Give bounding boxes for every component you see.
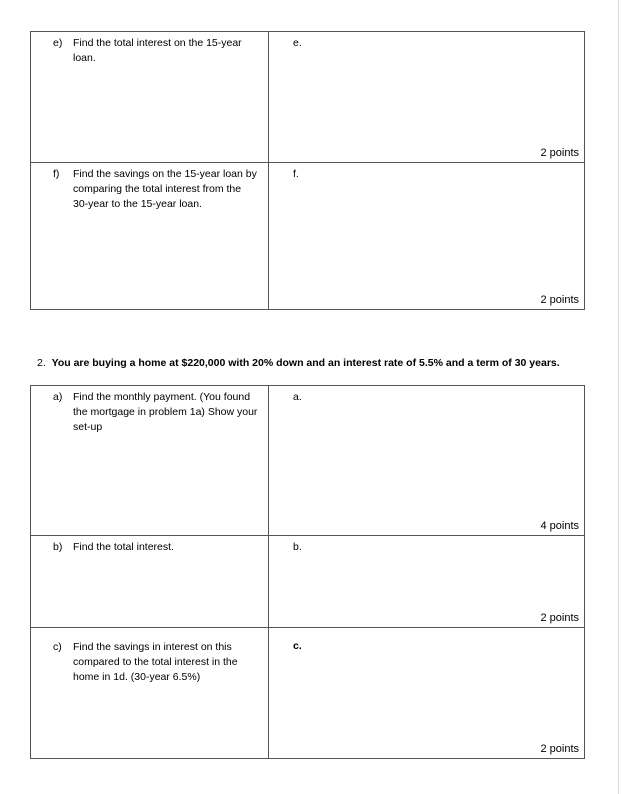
answer-cell[interactable] bbox=[269, 628, 585, 759]
problem2-table bbox=[30, 385, 585, 759]
question-letter: e) bbox=[53, 37, 63, 49]
answer-cell[interactable] bbox=[269, 386, 585, 536]
table-row bbox=[31, 536, 585, 628]
answer-label: a. bbox=[293, 391, 302, 403]
question-letter: a) bbox=[53, 391, 63, 403]
question-cell bbox=[31, 386, 269, 536]
points-label: 2 points bbox=[540, 147, 579, 159]
question-cell bbox=[31, 32, 269, 163]
question-cell bbox=[31, 536, 269, 628]
table-row bbox=[31, 386, 585, 536]
table-row bbox=[31, 32, 585, 163]
table-row bbox=[31, 628, 585, 759]
points-label: 2 points bbox=[540, 294, 579, 306]
answer-cell[interactable] bbox=[269, 32, 585, 163]
table-row bbox=[31, 163, 585, 310]
question-letter: b) bbox=[53, 541, 63, 553]
question-letter: f) bbox=[53, 168, 60, 180]
points-label: 2 points bbox=[540, 743, 579, 755]
answer-label: c. bbox=[293, 640, 302, 652]
question-text: Find the total interest. bbox=[73, 541, 174, 553]
problem1-table bbox=[30, 31, 585, 310]
answer-label: b. bbox=[293, 541, 302, 553]
problem2-heading bbox=[37, 357, 560, 369]
question-text: Find the total interest on the 15-year loan. bbox=[73, 37, 242, 64]
question-letter: c) bbox=[53, 641, 62, 653]
question-text: Find the savings in interest on this compared to the total interest in the home in 1d. (30-year 6.5%) bbox=[73, 641, 238, 683]
points-label: 2 points bbox=[540, 612, 579, 624]
answer-cell[interactable] bbox=[269, 163, 585, 310]
problem-number: 2. bbox=[37, 357, 46, 369]
answer-label: f. bbox=[293, 168, 299, 180]
points-label: 4 points bbox=[540, 520, 579, 532]
problem-statement: You are buying a home at $220,000 with 20% down and an interest rate of 5.5% and a term of 30 years. bbox=[51, 357, 560, 369]
question-text: Find the savings on the 15-year loan by comparing the total interest from the 30-year to the 15-year loan. bbox=[73, 168, 257, 210]
question-cell bbox=[31, 628, 269, 759]
question-text: Find the monthly payment. (You found the mortgage in problem 1a) Show your set-up bbox=[73, 391, 258, 433]
answer-label: e. bbox=[293, 37, 302, 49]
question-cell bbox=[31, 163, 269, 310]
page-edge bbox=[618, 0, 619, 794]
answer-cell[interactable] bbox=[269, 536, 585, 628]
